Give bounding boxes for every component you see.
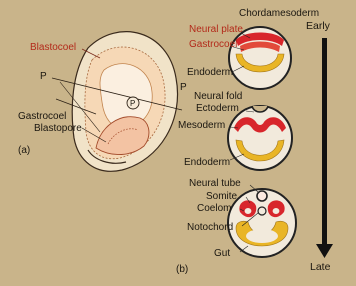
label-mesoderm: Mesoderm bbox=[178, 120, 226, 131]
label-neural-fold: Neural fold bbox=[194, 91, 243, 102]
stage3-section bbox=[228, 185, 296, 257]
stage1-section bbox=[229, 27, 291, 89]
label-ectoderm: Ectoderm bbox=[196, 103, 239, 114]
label-blastopore: Blastopore bbox=[34, 123, 82, 134]
panel-a-tag: (a) bbox=[18, 145, 31, 156]
label-chordamesoderm: Chordamesoderm bbox=[239, 8, 320, 19]
timeline-arrow bbox=[316, 38, 333, 258]
stage2-section bbox=[228, 106, 292, 170]
label-endoderm-2: Endoderm bbox=[184, 157, 231, 168]
label-endoderm-1: Endoderm bbox=[187, 67, 234, 78]
label-late: Late bbox=[310, 261, 331, 273]
label-gastrocoel-a: Gastrocoel bbox=[18, 111, 67, 122]
label-neural-plate: Neural plate bbox=[189, 24, 243, 35]
label-gut: Gut bbox=[214, 248, 231, 259]
label-blastocoel: Blastocoel bbox=[30, 42, 77, 53]
label-neural-tube: Neural tube bbox=[189, 178, 241, 189]
label-p-left: P bbox=[40, 71, 47, 82]
panel-b-tag: (b) bbox=[176, 264, 189, 275]
label-coelom: Coelom bbox=[197, 203, 232, 214]
label-early: Early bbox=[306, 20, 330, 32]
label-p-right: P bbox=[180, 82, 187, 93]
label-notochord: Notochord bbox=[187, 222, 234, 233]
label-gastrocoel-b: Gastrocoel bbox=[189, 39, 238, 50]
label-p-circle: P bbox=[130, 99, 136, 108]
label-somite: Somite bbox=[206, 191, 238, 202]
